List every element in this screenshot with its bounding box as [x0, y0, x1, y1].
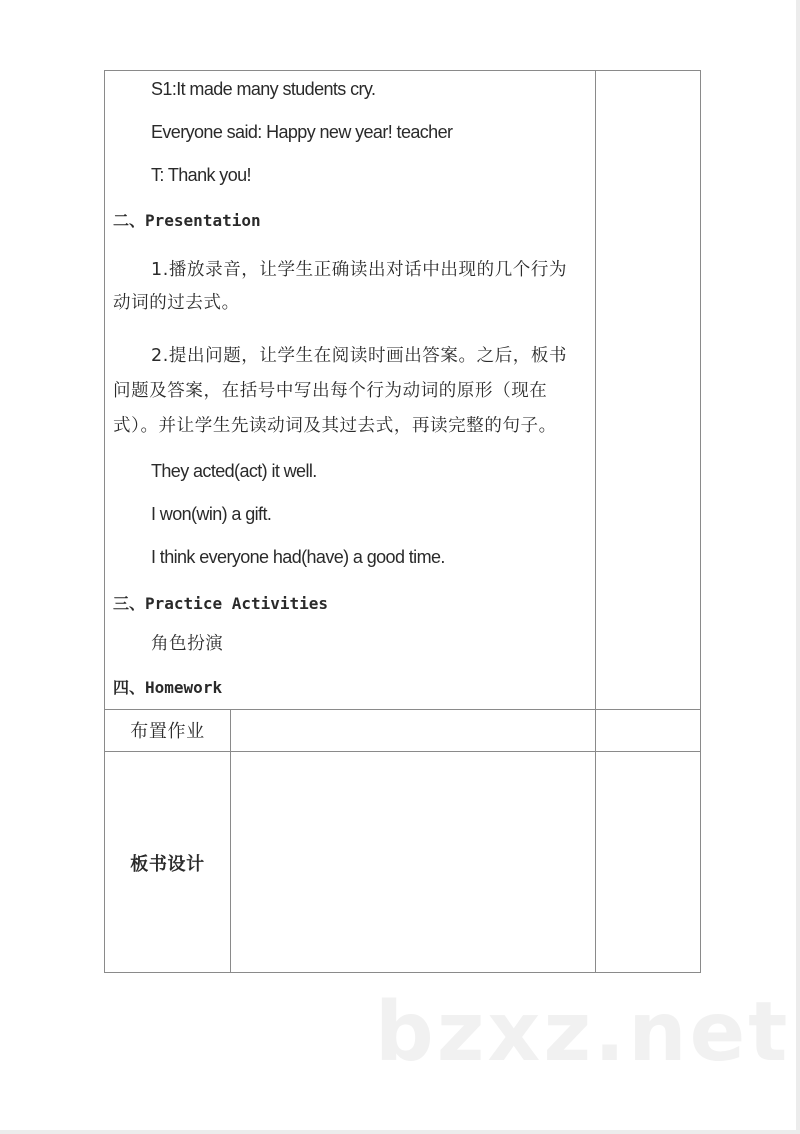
presentation-step-2-cont: 问题及答案，在括号中写出每个行为动词的原形（现在: [113, 381, 548, 401]
section-heading-practice: [113, 591, 328, 614]
row-label-board-design: 板书设计: [130, 854, 205, 875]
section-title: Homework: [145, 678, 223, 697]
presentation-step-1-cont: 动词的过去式。: [113, 293, 240, 313]
section-heading-homework: [113, 675, 222, 698]
section-number: 二、: [113, 211, 146, 230]
dialogue-line: T: Thank you!: [151, 165, 251, 185]
example-sentence: I think everyone had(have) a good time.: [151, 547, 445, 567]
column-divider-right: [595, 71, 596, 972]
section-number: 四、: [113, 678, 146, 697]
row-label-homework: 布置作业: [130, 721, 205, 742]
section-title: Presentation: [145, 211, 261, 230]
presentation-step-1: 1.播放录音，让学生正确读出对话中出现的几个行为: [151, 260, 568, 280]
section-number: 三、: [113, 594, 146, 613]
watermark: bzxz.net: [375, 985, 791, 1080]
presentation-step-2-cont: 式）。并让学生先读动词及其过去式，再读完整的句子。: [113, 416, 557, 436]
page-edge: [0, 1130, 800, 1134]
presentation-step-2: 2.提出问题，让学生在阅读时画出答案。之后，板书: [151, 346, 568, 366]
practice-item: 角色扮演: [151, 634, 224, 654]
row-divider: [105, 751, 700, 752]
lesson-plan-table: [104, 70, 701, 973]
section-title: Practice Activities: [145, 594, 329, 613]
example-sentence: I won(win) a gift.: [151, 504, 272, 524]
dialogue-line: S1:It made many students cry.: [151, 79, 376, 99]
dialogue-line: Everyone said: Happy new year! teacher: [151, 122, 453, 142]
row-divider: [105, 709, 700, 710]
section-heading-presentation: [113, 208, 261, 231]
page-edge: [796, 0, 800, 1134]
example-sentence: They acted(act) it well.: [151, 461, 317, 481]
column-divider-left: [230, 709, 231, 972]
